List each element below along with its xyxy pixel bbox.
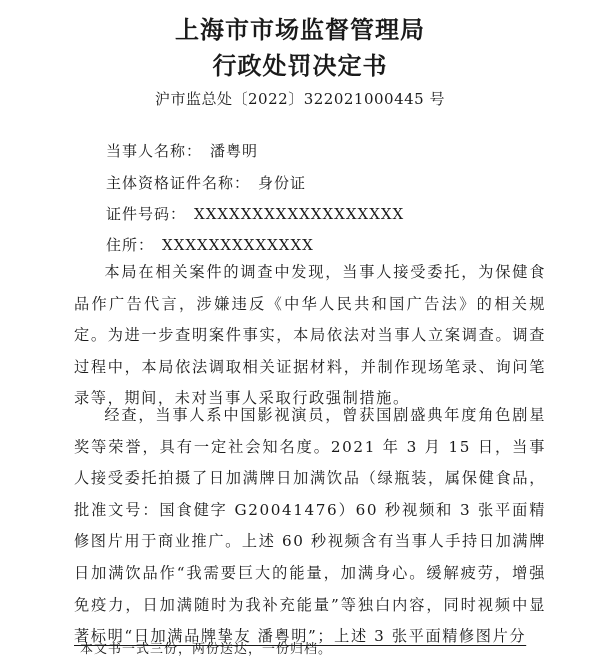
party-name-value: 潘粤明 — [210, 142, 259, 160]
paragraph-investigation: 本局在相关案件的调查中发现，当事人接受委托，为保健食品作广告代言，涉嫌违反《中华人民共和国广告法》的相关规定。为进一步查明案件事实，本局依法对当事人立案调查。调查过程中，本局依法调取相关证据材料，并制作现场笔录、询问笔录等，期间，未对当事人采取行政强制措施。 — [74, 263, 546, 408]
id-number-row — [106, 203, 404, 224]
id-type-row — [106, 172, 306, 193]
id-type-label: 主体资格证件名称： — [106, 174, 251, 192]
paragraph-findings — [74, 400, 546, 653]
address-value: XXXXXXXXXXXXX — [162, 236, 314, 254]
address-row — [106, 234, 314, 255]
authority-title: 上海市市场监督管理局 — [175, 16, 425, 44]
id-number-label: 证件号码： — [106, 205, 187, 223]
document-number: 沪市监总处〔2022〕322021000445 号 — [155, 90, 445, 108]
id-type-value: 身份证 — [258, 174, 307, 192]
party-name-label: 当事人名称： — [106, 142, 203, 160]
underlined-text: 著标明“日加满品牌挚友 潘粤明”；上述 3 张平面精修图片分 — [74, 627, 527, 646]
paragraph-findings-text: 经查，当事人系中国影视演员，曾获国剧盛典年度角色剧星奖等荣誉，具有一定社会知名度。2021 年 3 月 15 日，当事人接受委托拍摄了日加满牌日加满饮品（绿瓶装，属保健食品，批准文号：国食健字 G20041476）60 秒视频和 3 张平面精修图片用于商业推广。上述 60 秒视频含有当事人手持日加满牌日加满饮品作“我需要巨大的能量，加满身心。缓解疲劳，增强免疫力，日加满随时为我补充能量”等独白内容，同时视频中显 — [74, 406, 546, 614]
party-name-row — [106, 140, 258, 161]
address-label: 住所： — [106, 236, 155, 254]
footer-note: 本文书一式三份，两份送达，一份归档。 — [80, 642, 333, 657]
id-number-value: XXXXXXXXXXXXXXXXXX — [194, 205, 405, 223]
document-type-title: 行政处罚决定书 — [212, 52, 388, 80]
